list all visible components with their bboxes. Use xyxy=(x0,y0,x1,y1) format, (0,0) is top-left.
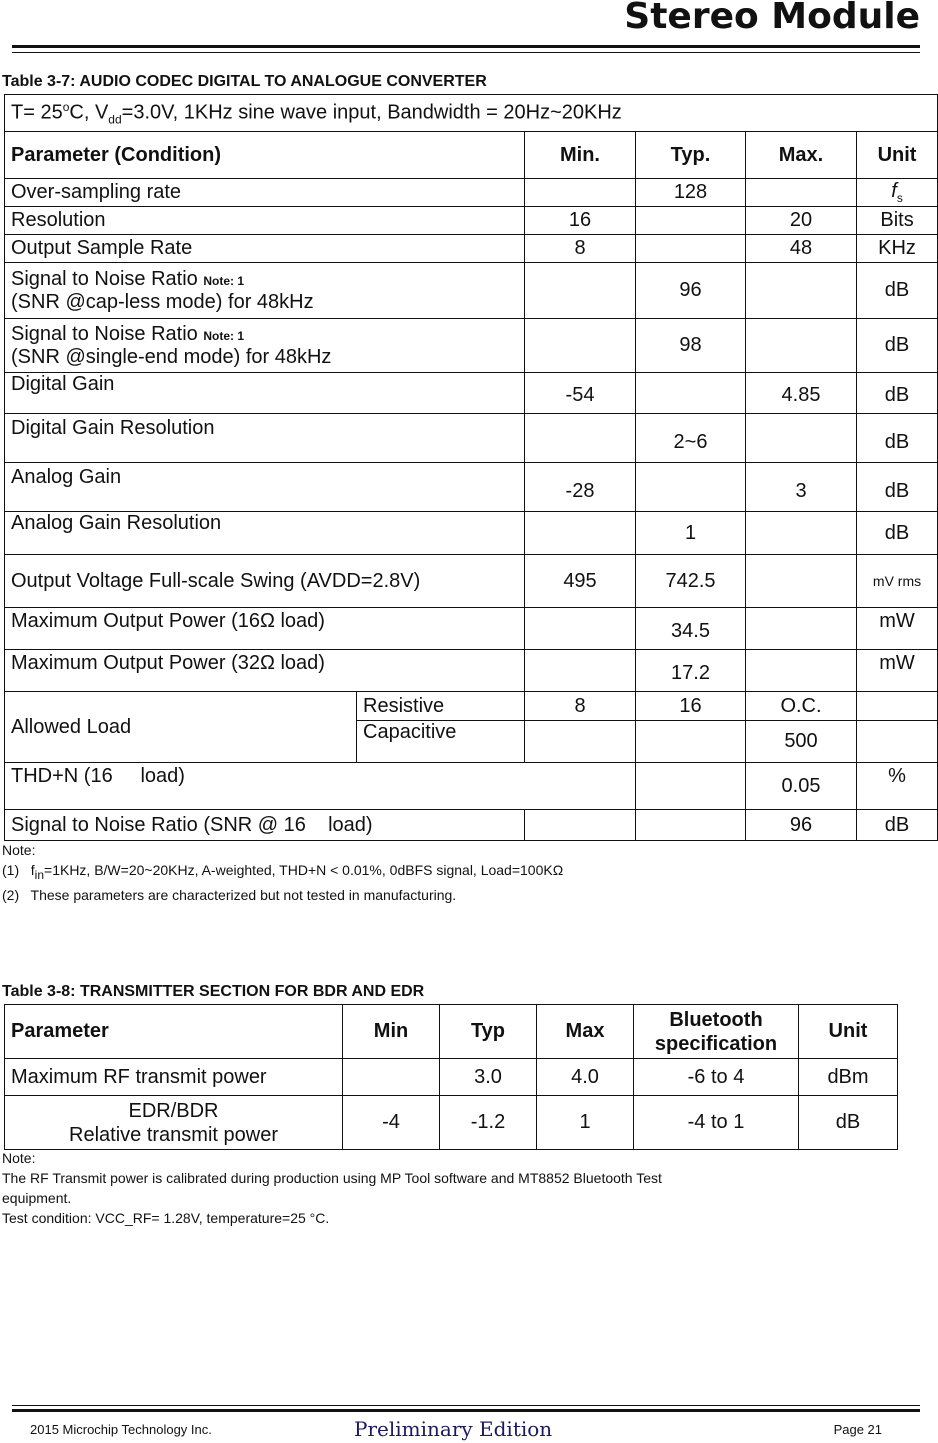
param-cell: Signal to Noise Ratio (SNR @ 16 load) xyxy=(5,810,525,841)
allowed-load-label: Allowed Load xyxy=(5,692,357,763)
min-cell: 8 xyxy=(525,235,636,263)
min-cell xyxy=(525,608,636,650)
typ-cell xyxy=(636,463,746,512)
spec-cell: -4 to 1 xyxy=(634,1096,799,1150)
typ-cell: 34.5 xyxy=(636,608,746,650)
table-row xyxy=(5,207,938,235)
min-cell: 495 xyxy=(525,555,636,608)
max-cell xyxy=(746,555,857,608)
table-row xyxy=(5,555,938,608)
table-header-row xyxy=(5,1005,898,1059)
max-cell xyxy=(746,179,857,207)
max-cell xyxy=(746,414,857,463)
header-typ: Typ xyxy=(440,1005,537,1059)
param-cell: Over-sampling rate xyxy=(5,179,525,207)
unit-cell: mW xyxy=(857,608,938,650)
min-cell xyxy=(343,1059,440,1096)
footer-rule-thin xyxy=(12,1405,920,1406)
max-cell xyxy=(746,650,857,692)
table-row xyxy=(5,463,938,512)
param-cell: EDR/BDR Relative transmit power xyxy=(5,1096,343,1150)
max-cell: 96 xyxy=(746,810,857,841)
max-cell: 500 xyxy=(746,721,857,763)
unit-cell: dB xyxy=(857,319,938,373)
table-row xyxy=(5,179,938,207)
param-cell: Resolution xyxy=(5,207,525,235)
min-cell: 16 xyxy=(525,207,636,235)
max-cell: O.C. xyxy=(746,692,857,721)
param-cell: Maximum RF transmit power xyxy=(5,1059,343,1096)
typ-cell xyxy=(636,207,746,235)
max-cell: 48 xyxy=(746,235,857,263)
typ-cell: 742.5 xyxy=(636,555,746,608)
unit-cell: dB xyxy=(857,263,938,319)
min-cell: -4 xyxy=(343,1096,440,1150)
max-cell xyxy=(746,319,857,373)
param-cell: Digital Gain Resolution xyxy=(5,414,525,463)
table-row xyxy=(5,650,938,692)
param-cell: Output Voltage Full-scale Swing (AVDD=2.8V) xyxy=(5,555,525,608)
resistive-label: Resistive xyxy=(357,692,525,721)
typ-cell: -1.2 xyxy=(440,1096,537,1150)
max-cell xyxy=(746,263,857,319)
unit-cell: mV rms xyxy=(857,555,938,608)
typ-cell xyxy=(636,763,746,810)
param-cell: Maximum Output Power (32Ω load) xyxy=(5,650,525,692)
footer-page-number: Page 21 xyxy=(833,1422,882,1437)
min-cell xyxy=(525,263,636,319)
unit-cell: dB xyxy=(799,1096,898,1150)
table1-notes: Note: (1) $f_{in}=1KHz$, B/W=20~20KHz, A-weighted, THD+N < 0.01%, 0dBFS signal, Load=100KΩ (2) These parameters are characterized but not tested in manufacturing. xyxy=(2,842,564,903)
header-rule-thin xyxy=(12,52,920,53)
typ-cell: 128 xyxy=(636,179,746,207)
param-cell: Signal to Noise Ratio Note: 1 (SNR @cap-less mode) for 48kHz xyxy=(5,263,525,319)
table-row xyxy=(5,235,938,263)
table-row xyxy=(5,1059,898,1096)
typ-cell: 3.0 xyxy=(440,1059,537,1096)
table-header-row xyxy=(5,132,938,179)
min-cell: 8 xyxy=(525,692,636,721)
header-max: Max. xyxy=(746,132,857,179)
table-row xyxy=(5,1096,898,1150)
unit-cell: mW xyxy=(857,650,938,692)
max-cell: 4.0 xyxy=(537,1059,634,1096)
param-cell: Analog Gain xyxy=(5,463,525,512)
table-row xyxy=(5,512,938,555)
unit-cell xyxy=(857,721,938,763)
typ-cell: 17.2 xyxy=(636,650,746,692)
table-row xyxy=(5,608,938,650)
min-cell xyxy=(525,721,636,763)
max-cell xyxy=(746,512,857,555)
header-max: Max xyxy=(537,1005,634,1059)
footer-copyright: 2015 Microchip Technology Inc. xyxy=(30,1422,212,1437)
unit-cell: KHz xyxy=(857,235,938,263)
header-unit: Unit xyxy=(857,132,938,179)
unit-cell xyxy=(857,692,938,721)
unit-cell: % xyxy=(857,763,938,810)
transmitter-table xyxy=(4,1004,898,1150)
table-row xyxy=(5,763,938,810)
unit-cell: dB xyxy=(857,512,938,555)
min-cell xyxy=(525,319,636,373)
header-rule-thick xyxy=(12,45,920,48)
typ-cell: 1 xyxy=(636,512,746,555)
param-cell: Output Sample Rate xyxy=(5,235,525,263)
unit-cell: dB xyxy=(857,414,938,463)
max-cell xyxy=(746,608,857,650)
typ-cell xyxy=(636,721,746,763)
header-bt-spec: Bluetooth specification xyxy=(634,1005,799,1059)
typ-cell: 2~6 xyxy=(636,414,746,463)
typ-cell xyxy=(636,810,746,841)
footer-rule-thick xyxy=(12,1409,920,1412)
table2-notes: Note: The RF Transmit power is calibrated during production using MP Tool software and MT8852 Bluetooth Test equipment. Test condition: VCC_RF= 1.28V, temperature=25 °C. xyxy=(2,1150,662,1226)
header-typ: Typ. xyxy=(636,132,746,179)
max-cell: 20 xyxy=(746,207,857,235)
unit-cell: dBm xyxy=(799,1059,898,1096)
typ-cell: 16 xyxy=(636,692,746,721)
unit-cell: Bits xyxy=(857,207,938,235)
table-row xyxy=(5,692,938,721)
table-row xyxy=(5,373,938,414)
footer-edition: Preliminary Edition xyxy=(354,1417,553,1441)
typ-cell xyxy=(636,235,746,263)
param-cell: Digital Gain xyxy=(5,373,525,414)
param-cell: THD+N (16 load) xyxy=(5,763,636,810)
header-min: Min. xyxy=(525,132,636,179)
min-cell: -54 xyxy=(525,373,636,414)
unit-cell: dB xyxy=(857,373,938,414)
header-parameter: Parameter xyxy=(5,1005,343,1059)
typ-cell xyxy=(636,373,746,414)
typ-cell: 96 xyxy=(636,263,746,319)
table-row xyxy=(5,414,938,463)
header-unit: Unit xyxy=(799,1005,898,1059)
min-cell xyxy=(525,414,636,463)
min-cell xyxy=(525,179,636,207)
unit-cell: dB xyxy=(857,810,938,841)
param-cell: Analog Gain Resolution xyxy=(5,512,525,555)
page-title: Stereo Module xyxy=(624,0,920,37)
condition-cell: $T= 25^oC$, $V_{dd}=3.0V$, 1KHz sine wave input, Bandwidth = 20Hz~20KHz xyxy=(5,95,938,132)
max-cell: 3 xyxy=(746,463,857,512)
audio-codec-table xyxy=(4,94,938,841)
max-cell: 4.85 xyxy=(746,373,857,414)
table-row xyxy=(5,95,938,132)
min-cell: -28 xyxy=(525,463,636,512)
table-row xyxy=(5,263,938,319)
param-cell: Maximum Output Power (16Ω load) xyxy=(5,608,525,650)
table1-caption: Table 3-7: AUDIO CODEC DIGITAL TO ANALOGUE CONVERTER xyxy=(2,73,487,90)
unit-cell: $f_s$ xyxy=(857,179,938,207)
header-min: Min xyxy=(343,1005,440,1059)
max-cell: 1 xyxy=(537,1096,634,1150)
table2-caption: Table 3-8: TRANSMITTER SECTION FOR BDR AND EDR xyxy=(2,983,425,1000)
unit-cell: dB xyxy=(857,463,938,512)
min-cell xyxy=(525,512,636,555)
typ-cell: 98 xyxy=(636,319,746,373)
table-row xyxy=(5,810,938,841)
capacitive-label: Capacitive xyxy=(357,721,525,763)
header-parameter: Parameter (Condition) xyxy=(5,132,525,179)
min-cell xyxy=(525,650,636,692)
table-row xyxy=(5,319,938,373)
spec-cell: -6 to 4 xyxy=(634,1059,799,1096)
min-cell xyxy=(525,810,636,841)
param-cell: Signal to Noise Ratio Note: 1 (SNR @single-end mode) for 48kHz xyxy=(5,319,525,373)
max-cell: 0.05 xyxy=(746,763,857,810)
